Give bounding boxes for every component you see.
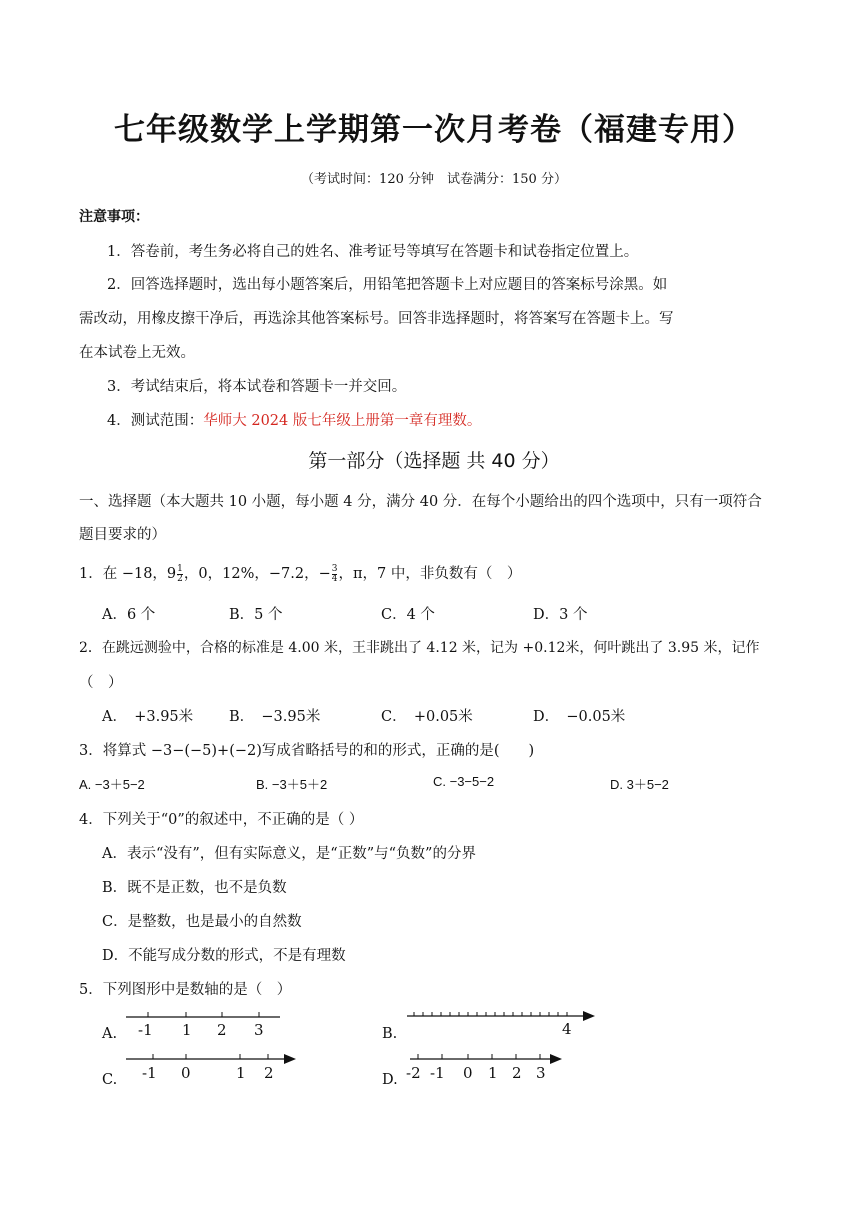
fraction-denominator: 4 — [331, 573, 338, 584]
q4-option-c[interactable]: C．是整数，也是最小的自然数 — [102, 914, 302, 930]
q3-option-a[interactable]: A. −3＋5−2 — [79, 777, 145, 792]
tick-label: -2 — [406, 1064, 421, 1082]
q3-option-d[interactable]: D. 3＋5−2 — [610, 777, 669, 792]
question-5-stem: 5．下列图形中是数轴的是（ ） — [79, 982, 292, 998]
q5-option-a-label[interactable]: A. — [102, 1026, 118, 1042]
q3-option-c[interactable]: C. −3−5−2 — [433, 774, 495, 789]
q1-option-d[interactable]: D．3 个 — [533, 607, 588, 623]
q1-stem-part-a: 1．在 −18，9 — [79, 566, 177, 582]
note-2-line-1: 2．回答选择题时，选出每小题答案后，用铅笔把答题卡上对应题目的答案标号涂黑。如 — [107, 277, 668, 293]
q4-option-d[interactable]: D．不能写成分数的形式，不是有理数 — [102, 948, 346, 964]
q1-option-b[interactable]: B．5 个 — [229, 607, 283, 623]
note-4 — [107, 409, 481, 430]
q5-option-b-label[interactable]: B. — [382, 1026, 398, 1042]
number-line-c — [120, 1050, 300, 1084]
exam-title: 七年级数学上学期第一次月考卷（福建专用） — [114, 112, 754, 148]
tick-label: 1 — [488, 1064, 498, 1082]
question-1-stem — [79, 562, 521, 584]
section-intro-line-2: 题目要求的） — [79, 527, 166, 543]
question-3-stem: 3．将算式 −3−(−5)+(−2)写成省略括号的和的形式，正确的是( ) — [79, 743, 535, 759]
tick-label: -1 — [430, 1064, 445, 1082]
note-1: 1．答卷前，考生务必将自己的姓名、准考证号等填写在答题卡和试卷指定位置上。 — [107, 244, 639, 260]
tick-label: -1 — [142, 1064, 157, 1082]
test-range: 华师大 2024 版七年级上册第一章有理数。 — [203, 413, 482, 429]
tick-label: -1 — [138, 1021, 153, 1039]
q1-stem-part-b: ，0，12%，−7.2，− — [183, 566, 331, 582]
q2-option-d[interactable]: D． −0.05米 — [533, 709, 626, 725]
fraction-numerator: 1 — [177, 563, 183, 574]
tick-label: 1 — [236, 1064, 246, 1082]
fraction-numerator: 3 — [331, 563, 338, 574]
tick-label: 2 — [217, 1021, 227, 1039]
number-line-b — [402, 1006, 598, 1040]
q3-option-b[interactable]: B. −3＋5＋2 — [256, 777, 328, 792]
tick-label: 0 — [463, 1064, 473, 1082]
note-2-line-3: 在本试卷上无效。 — [79, 345, 195, 361]
question-4-stem: 4．下列关于“0”的叙述中，不正确的是（ ） — [79, 812, 364, 828]
q2-option-c[interactable]: C． +0.05米 — [381, 709, 473, 725]
q1-stem-part-c: ，π，7 中，非负数有（ ） — [338, 566, 522, 582]
tick-label: 3 — [254, 1021, 264, 1039]
fraction-one-half — [177, 565, 183, 584]
tick-label: 0 — [181, 1064, 191, 1082]
q5-option-d-label[interactable]: D. — [382, 1072, 398, 1088]
number-line-a — [120, 1008, 290, 1042]
q1-option-a[interactable]: A．6 个 — [102, 607, 156, 623]
q1-option-c[interactable]: C．4 个 — [381, 607, 435, 623]
question-2-stem-line-1: 2．在跳远测验中，合格的标准是 4.00 米，王非跳出了 4.12 米，记为 +0.12米，何叶跳出了 3.95 米，记作 — [79, 640, 760, 656]
note-4-prefix: 4．测试范围： — [107, 413, 204, 429]
note-2-line-2: 需改动，用橡皮擦干净后，再选涂其他答案标号。回答非选择题时，将答案写在答题卡上。写 — [79, 311, 674, 327]
tick-label: 4 — [562, 1020, 572, 1038]
tick-label: 2 — [512, 1064, 522, 1082]
fraction-denominator: 2 — [177, 573, 183, 584]
notes-heading: 注意事项： — [79, 209, 149, 225]
q2-option-b[interactable]: B． −3.95米 — [229, 709, 321, 725]
section-intro-line-1: 一、选择题（本大题共 10 小题，每小题 4 分，满分 40 分．在每个小题给出的四个选项中，只有一项符合 — [79, 494, 762, 510]
tick-label: 2 — [264, 1064, 274, 1082]
question-2-stem-line-2: （ ） — [79, 675, 123, 691]
number-line-d — [402, 1050, 572, 1084]
note-3: 3．考试结束后，将本试卷和答题卡一并交回。 — [107, 379, 407, 395]
q5-option-c-label[interactable]: C. — [102, 1072, 118, 1088]
section-title: 第一部分（选择题 共 40 分） — [308, 450, 560, 472]
tick-label: 3 — [536, 1064, 546, 1082]
q4-option-b[interactable]: B．既不是正数，也不是负数 — [102, 880, 287, 896]
tick-label: 1 — [182, 1021, 192, 1039]
q4-option-a[interactable]: A．表示“没有”，但有实际意义，是“正数”与“负数”的分界 — [102, 846, 476, 862]
fraction-three-quarters — [332, 565, 338, 584]
q2-option-a[interactable]: A． +3.95米 — [102, 709, 194, 725]
exam-subtitle: （考试时间：120 分钟 试卷满分：150 分） — [301, 172, 567, 187]
